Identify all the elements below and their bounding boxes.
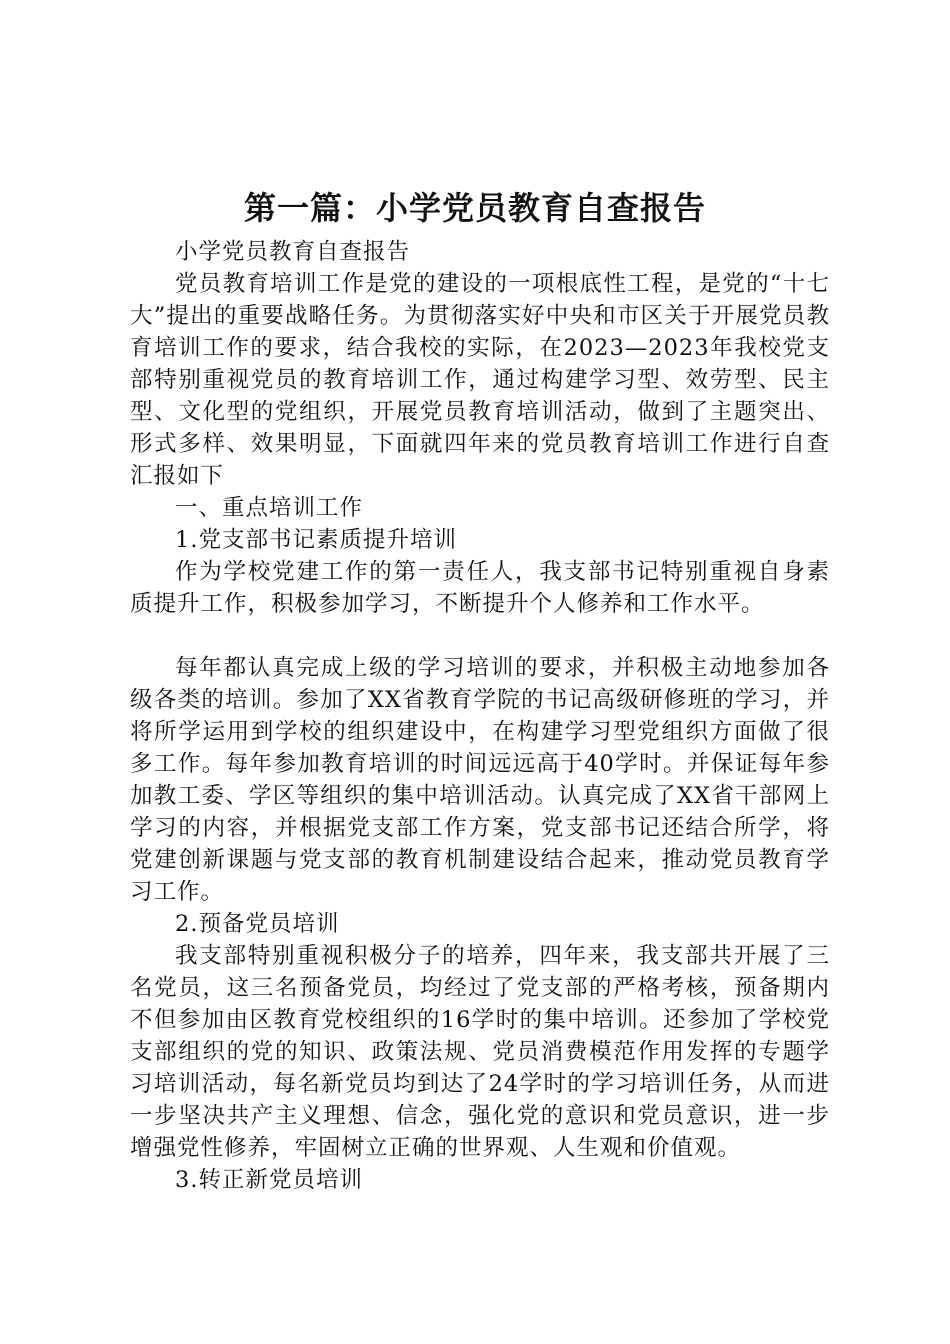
paragraph-secretary-details: 每年都认真完成上级的学习培训的要求，并积极主动地参加各级各类的培训。参加了XX省教育学院的书记高级研修班的学习，并将所学运用到学校的组织建设中，在构建学习型党组织方面做了很多工作。每年参加教育培训的时间远远高于40学时。并保证每年参加教工委、学区等组织的集中培训活动。认真完成了XX省干部网上学习的内容，并根据党支部工作方案，党支部书记还结合所学，将党建创新课题与党支部的教育机制建设结合起来，推动党员教育学习工作。 [130, 655, 830, 905]
paragraph-secretary-role: 作为学校党建工作的第一责任人，我支部书记特别重视自身素质提升工作，积极参加学习，不断提升个人修养和工作水平。 [130, 559, 830, 617]
subsection-heading-new-member-training: 3.转正新党员培训 [175, 1167, 363, 1193]
paragraph-subtitle: 小学党员教育自查报告 [175, 239, 411, 265]
paragraph-intro: 党员教育培训工作是党的建设的一项根底性工程，是党的“十七大”提出的重要战略任务。为贯彻落实好中央和市区关于开展党员教育培训工作的要求，结合我校的实际，在2023—2023年我校党支部特别重视党员的教育培训工作，通过构建学习型、效劳型、民主型、文化型的党组织，开展党员教育培训活动，做到了主题突出、形式多样、效果明显，下面就四年来的党员教育培训工作进行自查汇报如下 [130, 271, 830, 489]
subsection-heading-probationary-training: 2.预备党员培训 [175, 911, 340, 937]
document-body [130, 236, 830, 1196]
document-title: 第一篇：小学党员教育自查报告 [243, 189, 706, 227]
section-heading-key-training: 一、重点培训工作 [175, 495, 364, 521]
blank-line [130, 620, 830, 652]
subsection-heading-secretary-training: 1.党支部书记素质提升培训 [175, 527, 457, 553]
paragraph-probationary-details: 我支部特别重视积极分子的培养，四年来，我支部共开展了三名党员，这三名预备党员，均经过了党支部的严格考核，预备期内不但参加由区教育党校组织的16学时的集中培训。还参加了学校党支部组织的党的知识、政策法规、党员消费模范作用发挥的专题学习培训活动，每名新党员均到达了24学时的学习培训任务，从而进一步坚决共产主义理想、信念，强化党的意识和党员意识，进一步增强党性修养，牢固树立正确的世界观、人生观和价值观。 [130, 943, 830, 1161]
